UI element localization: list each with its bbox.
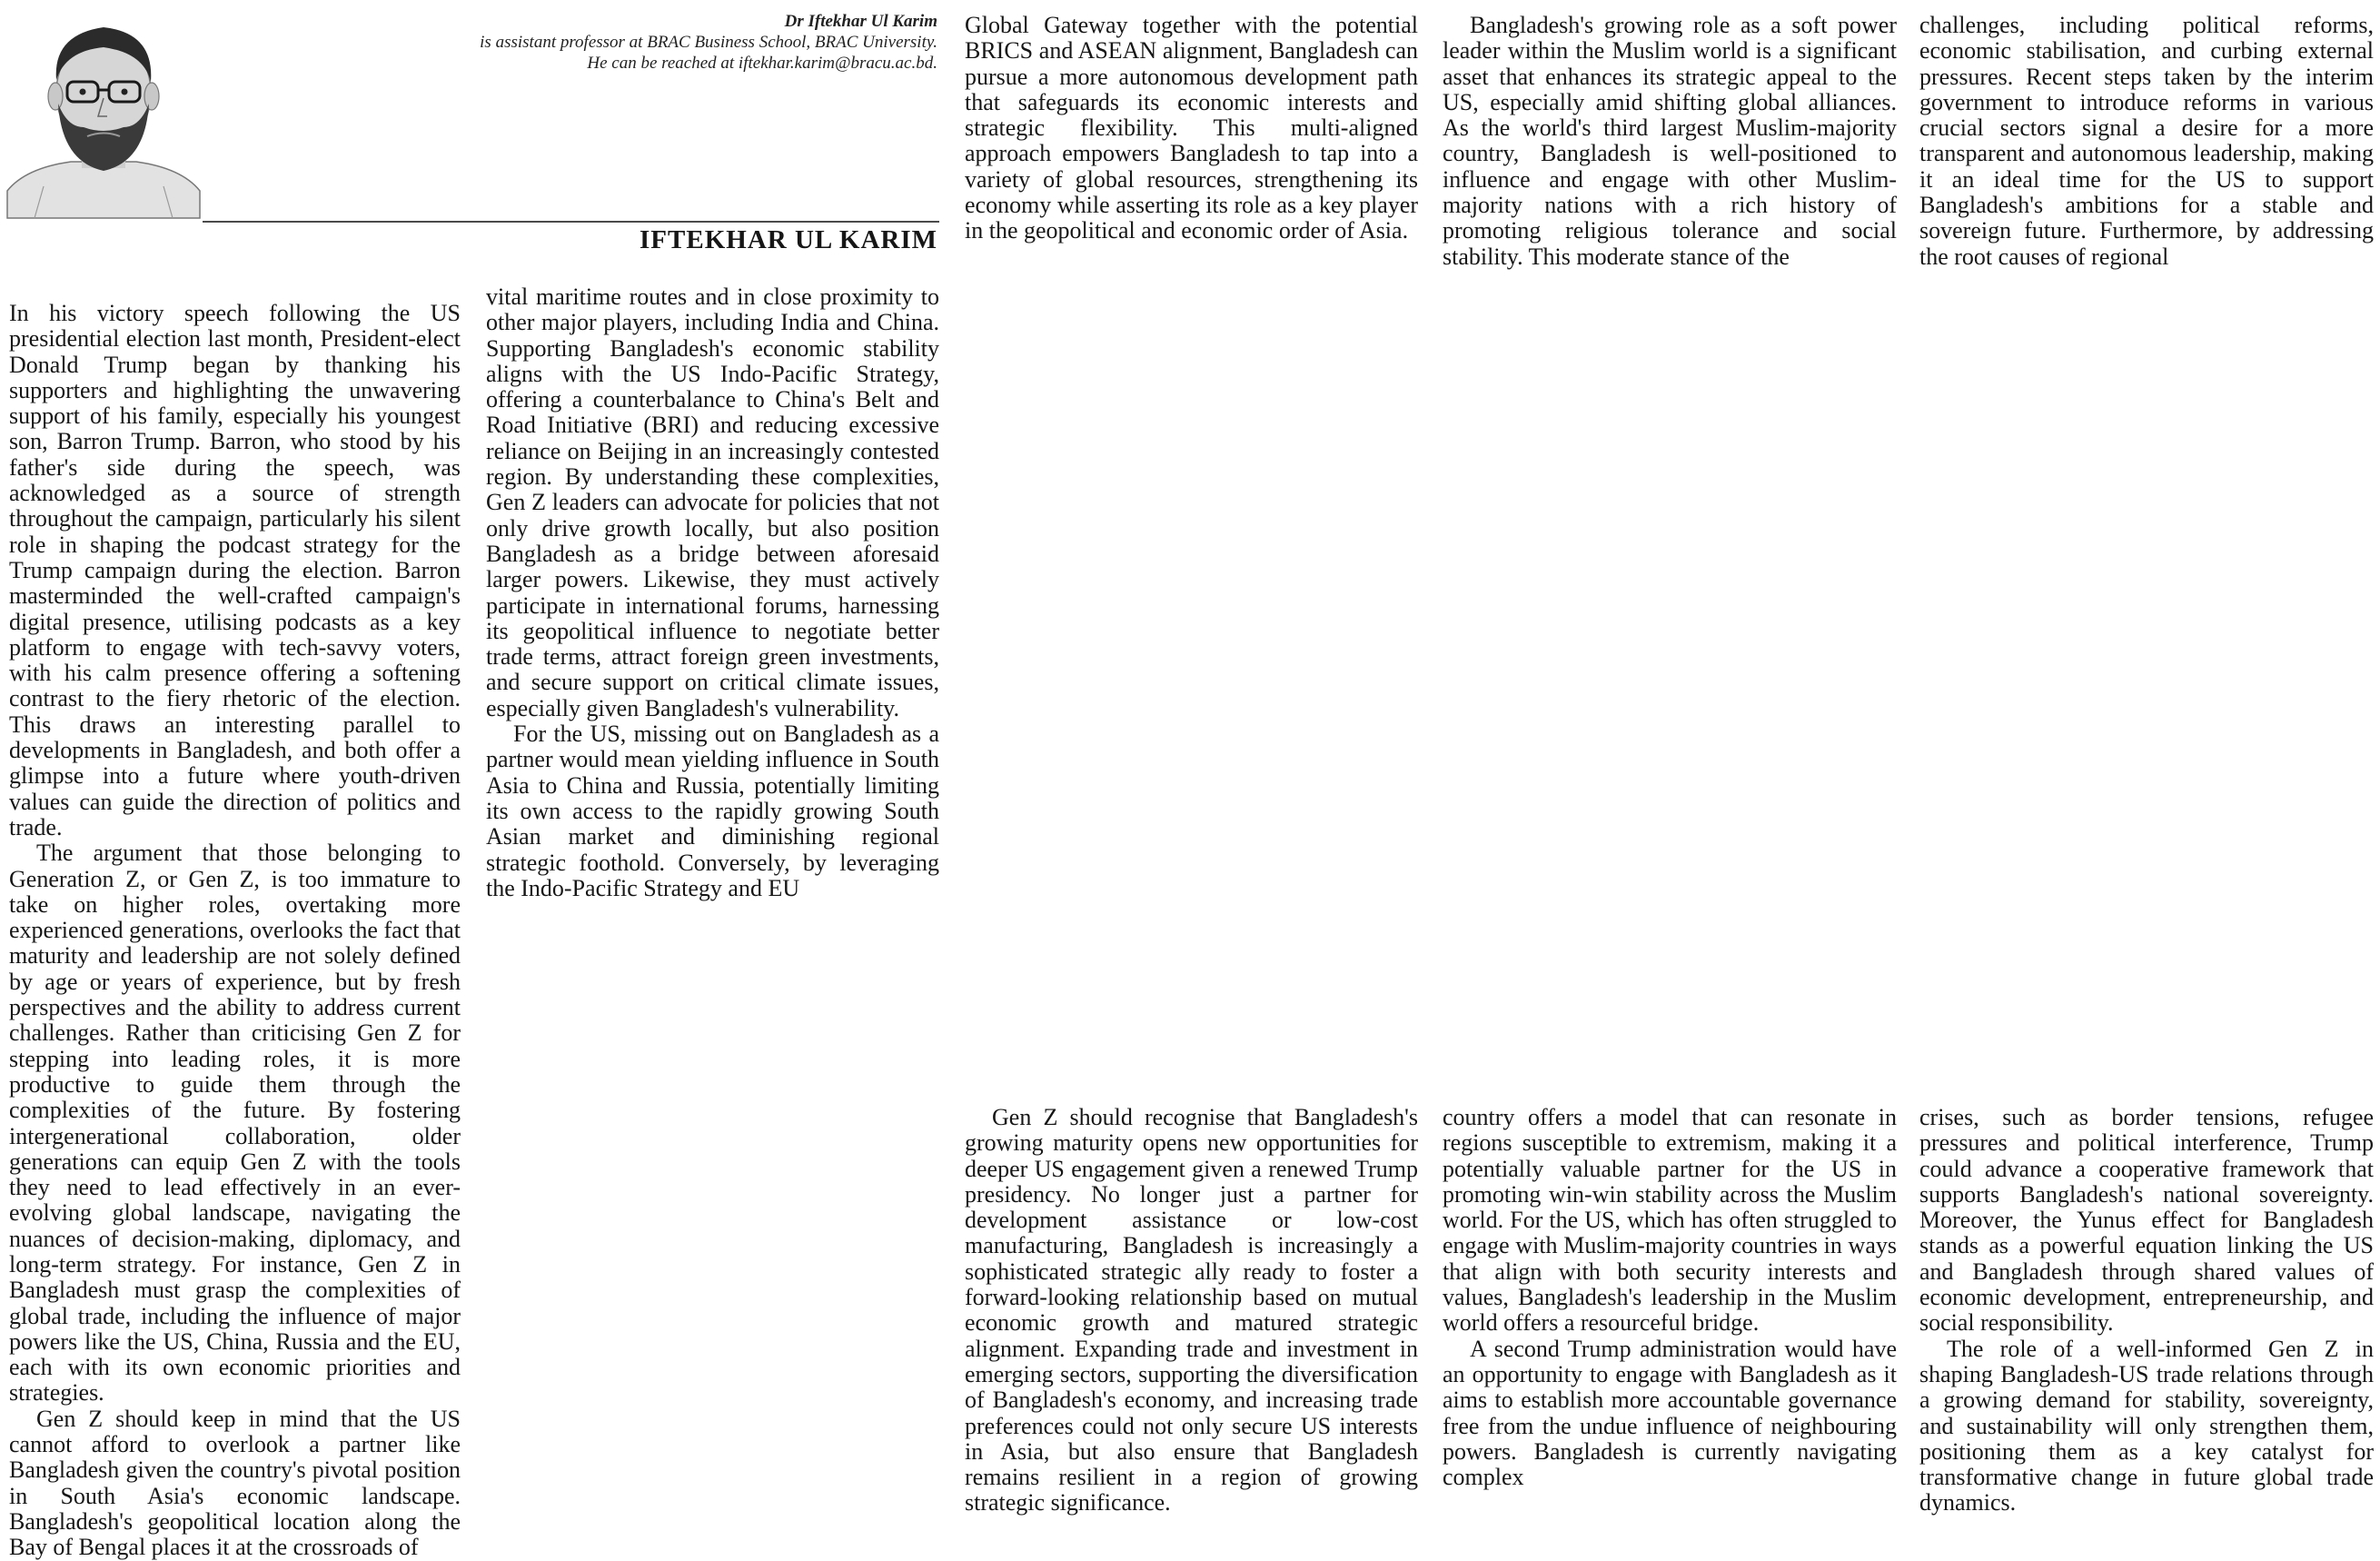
byline-contact: He can be reached at iftekhar.karim@bracu.ac.bd. <box>587 54 937 73</box>
author-portrait <box>7 9 200 218</box>
paragraph: In his victory speech following the US presidential election last month, President-elect Donald Trump began by thanking his supporters and highlighting the unwavering support of his family, especially his youngest son, Barron Trump. Barron, who stood by his father's side during the speech, was acknowledged as a source of strength throughout the campaign, particularly his silent role in shaping the podcast strategy for the Trump campaign during the election. Barron masterminded the well-crafted campaign's digital presence, utilising podcasts as a key platform to engage with tech-savvy voters, with his calm presence offering a softening contrast to the fiery rhetoric of the election. This draws an interesting parallel to developments in Bangladesh, and both offer a glimpse into a future where youth-driven values can guide the direction of politics and trade. <box>9 300 461 840</box>
byline-role: is assistant professor at BRAC Business School, BRAC University. <box>480 33 937 52</box>
author-heading: IFTEKHAR UL KARIM <box>640 225 937 254</box>
paragraph: Global Gateway together with the potential BRICS and ASEAN alignment, Bangladesh can pursue a more autonomous development path that safeguards its economic interests and strategic flexibility. This multi-aligned approach empowers Bangladesh to tap into a variety of global resources, strengthening its economy while asserting its role as a key player in the geopolitical and economic order of Asia. <box>965 12 1418 244</box>
paragraph: challenges, including political reforms, economic stabilisation, and curbing external pressures. Recent steps taken by the interim government to introduce reforms in various crucial sectors signal a desire for a more transparent and autonomous leadership, making it an ideal time for the US to support Bangladesh's ambitions for a stable and sovereign future. Furthermore, by addressing the root causes of regional <box>1919 12 2374 270</box>
article-column-1 <box>9 300 461 1561</box>
paragraph: Gen Z should recognise that Bangladesh's growing maturity opens new opportunities for deeper US engagement given a renewed Trump presidency. No longer just a partner for development assistance or low-cost manufacturing, Bangladesh is increasingly a sophisticated strategic ally ready to foster a forward-looking relationship based on mutual economic growth and matured strategic alignment. Expanding trade and investment in emerging sectors, supporting the diversification of Bangladesh's economy, and increasing trade preferences could not only secure US interests in Asia, but also ensure that Bangladesh remains resilient in a region of growing strategic significance. <box>965 1104 1418 1516</box>
article-column-7 <box>1443 1105 1897 1530</box>
paragraph: Bangladesh's growing role as a soft power leader within the Muslim world is a significant asset that enhances its strategic appeal to the US, especially amid shifting global alliances. As the world's third largest Muslim-majority country, Bangladesh is well-positioned to influence and engage with other Muslim-majority nations with a rich history of promoting religious tolerance and social stability. This moderate stance of the <box>1443 12 1897 270</box>
author-byline <box>345 11 937 74</box>
paragraph: Gen Z should keep in mind that the US cannot afford to overlook a partner like Bangladesh given the country's pivotal position in South Asia's economic landscape. Bangladesh's geopolitical location along the Bay of Bengal places it at the crossroads of <box>9 1405 461 1561</box>
paragraph: A second Trump administration would have an opportunity to engage with Bangladesh as it aims to establish more accountable governance free from the undue influence of neighbouring powers. Bangladesh is currently navigating complex <box>1443 1335 1897 1491</box>
paragraph: For the US, missing out on Bangladesh as a partner would mean yielding influence in South Asia to China and Russia, potentially limiting its own access to the rapidly growing South Asian market and diminishing regional strategic foothold. Conversely, by leveraging the Indo-Pacific Strategy and EU <box>486 721 939 901</box>
article-column-3 <box>965 13 1418 276</box>
paragraph: country offers a model that can resonate in regions susceptible to extremism, making it a potentially valuable partner for the US in promoting win-win stability across the Muslim world. For the US, which has often struggled to engage with Muslim-majority countries in ways that align with both security interests and values, Bangladesh's leadership in the Muslim world offers a resourceful bridge. <box>1443 1104 1897 1337</box>
article-column-5 <box>1919 13 2374 276</box>
paragraph: The role of a well-informed Gen Z in shaping Bangladesh-US trade relations through a growing demand for stability, sovereignty, and sustainability will only strengthen them, positioning them as a key catalyst for transformative change in future global trade dynamics. <box>1919 1335 2374 1516</box>
paragraph: The argument that those belonging to Generation Z, or Gen Z, is too immature to take on higher roles, overtaking more experienced generations, overlooks the fact that maturity and leadership are not solely defined by age or years of experience, but by fresh perspectives and the ability to address current challenges. Rather than criticising Gen Z for stepping into leading roles, it is more productive to guide them through the complexities of the future. By fostering intergenerational collaboration, older generations can equip Gen Z with the tools they need to lead effectively in an ever-evolving global landscape, navigating the nuances of decision-making, diplomacy, and long-term strategy. For instance, Gen Z in Bangladesh must grasp the complexities of global trade, including the influence of major powers like the US, China, Russia and the EU, each with its own economic priorities and strategies. <box>9 840 461 1407</box>
byline-name: Dr Iftekhar Ul Karim <box>784 12 937 31</box>
header-rule <box>203 221 939 223</box>
article-column-2 <box>486 284 939 939</box>
article-column-6 <box>965 1105 1418 1530</box>
paragraph: crises, such as border tensions, refugee pressures and political interference, Trump could advance a cooperative framework that supports Bangladesh's national sovereignty. Moreover, the Yunus effect for Bangladesh stands as a powerful equation linking the US and Bangladesh through shared values of economic development, entrepreneurship, and social responsibility. <box>1919 1104 2374 1337</box>
paragraph: vital maritime routes and in close proximity to other major players, including India and China. Supporting Bangladesh's economic stability aligns with the US Indo-Pacific Strategy, offering a counterbalance to China's Belt and Road Initiative (BRI) and reducing excessive reliance on Beijing in an increasingly contested region. By understanding these complexities, Gen Z leaders can advocate for policies that not only drive growth locally, but also position Bangladesh as a bridge between aforesaid larger powers. Likewise, they must actively participate in international forums, harnessing its geopolitical influence to negotiate better trade terms, attract foreign green investments, and secure support on critical climate issues, especially given Bangladesh's vulnerability. <box>486 283 939 721</box>
article-column-4 <box>1443 13 1897 276</box>
article-column-8 <box>1919 1105 2374 1530</box>
